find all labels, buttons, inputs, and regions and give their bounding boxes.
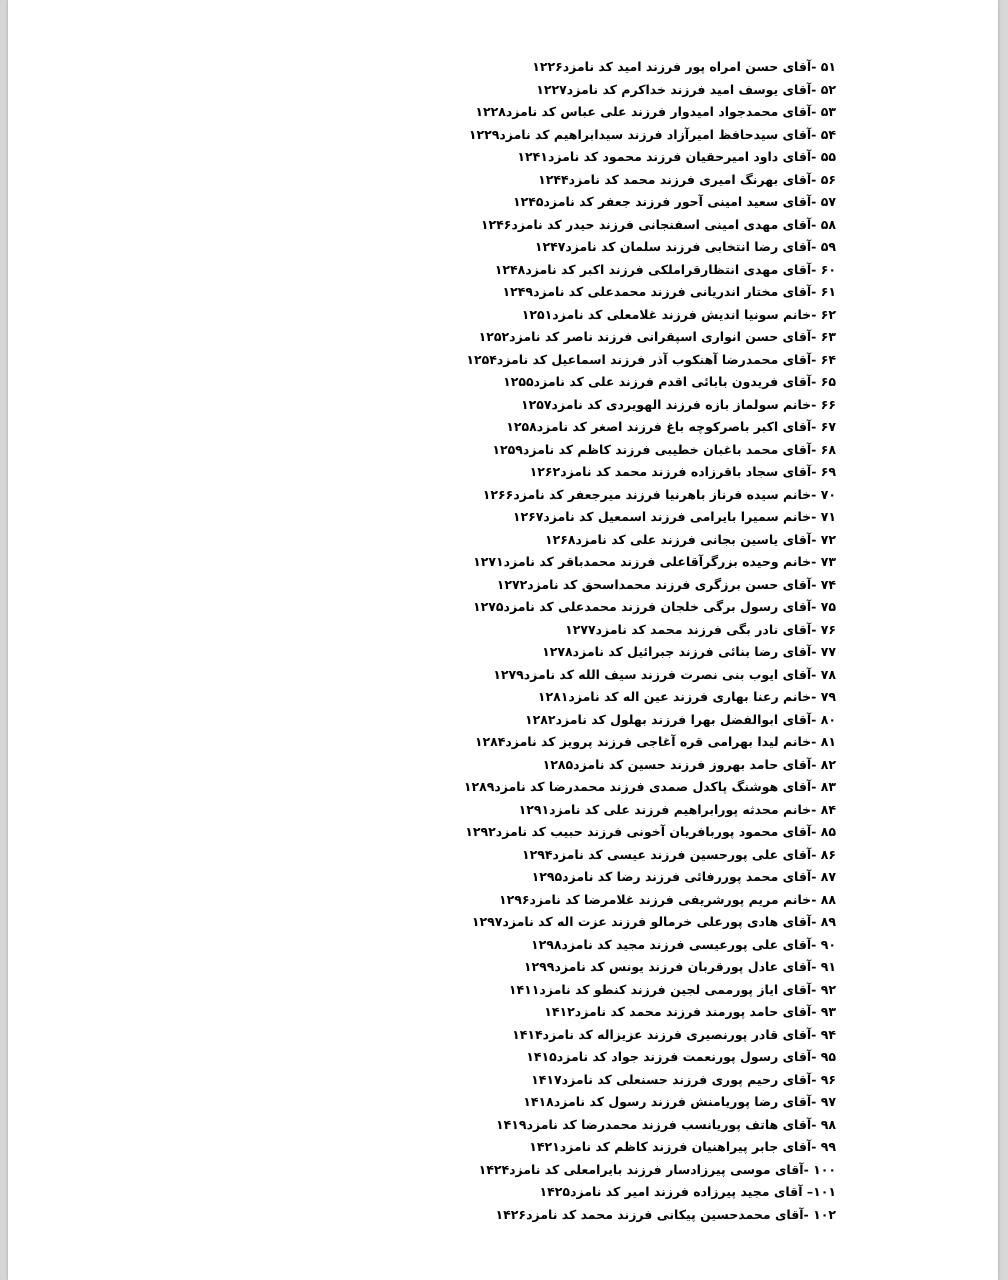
list-item-text: ۹۶ -آقای رحیم پوری فرزند حسنعلی کد نامزد۱۴۱۷ [531, 1071, 836, 1087]
list-item [464, 596, 836, 619]
list-item [464, 664, 836, 687]
list-item [464, 866, 836, 889]
list-item [464, 259, 836, 282]
list-item-text: ۹۳ -آقای حامد پورمند فرزند محمد کد نامزد۱۴۱۲ [544, 1004, 836, 1019]
list-item-text: ۷۷ -آقای رضا بنائی فرزند جبرائیل کد نامزد۱۲۷۸ [542, 644, 836, 659]
list-item-text: ۸۴ -خانم محدثه پورابراهیم فرزند علی کد نامزد۱۲۹۱ [518, 801, 836, 817]
list-item [464, 124, 836, 147]
list-item-text: ۷۴ -آقای حسن برزگری فرزند محمداسحق کد نامزد۱۲۷۲ [496, 576, 836, 592]
list-item [464, 1159, 836, 1182]
candidate-list [464, 56, 836, 1226]
list-item-text: ۵۳ -آقای محمدجواد امیدوار فرزند علی عباس کد نامزد۱۲۲۸ [475, 104, 836, 119]
list-item-text: ۵۲ -آقای یوسف امید فرزند خداکرم کد نامزد۱۲۲۷ [536, 81, 836, 97]
list-item [464, 1181, 836, 1204]
document-page [8, 0, 998, 1280]
list-item [464, 416, 836, 439]
list-item [464, 956, 836, 979]
list-item-text: ۹۲ -آقای ایاز پورممی لجین فرزند کنطو کد نامزد۱۴۱۱ [508, 981, 836, 997]
list-item [464, 349, 836, 372]
list-item [464, 574, 836, 597]
list-item-text: ۶۴ -آقای محمدرضا آهنکوب آذر فرزند اسماعیل کد نامزد۱۲۵۴ [466, 351, 836, 367]
list-item [464, 484, 836, 507]
list-item-text: ۵۱ -آقای حسن امراه پور فرزند امید کد نامزد۱۲۲۶ [532, 59, 836, 74]
list-item-text: ۸۰ -آقای ابوالفضل بهرا فرزند بهلول کد نامزد۱۲۸۲ [525, 711, 836, 727]
list-item-text: ۷۹ -خانم رعنا بهاری فرزند عین اله کد نامزد۱۲۸۱ [537, 689, 836, 704]
list-item-text: ۷۵ -آقای رسول برگی خلجان فرزند محمدعلی کد نامزد۱۲۷۵ [473, 599, 836, 614]
list-item [464, 551, 836, 574]
list-item [464, 619, 836, 642]
list-item [464, 236, 836, 259]
list-item-text: ۶۳ -آقای حسن انواری اسپقرانی فرزند ناصر کد نامزد۱۲۵۲ [478, 329, 836, 344]
list-item [464, 56, 836, 79]
list-item-text: ۸۷ -آقای محمد پوررفائی فرزند رضا کد نامزد۱۲۹۵ [531, 869, 836, 884]
list-item-text: ۶۰ -آقای مهدی انتظارقراملکی فرزند اکبر کد نامزد۱۲۴۸ [494, 261, 836, 277]
list-item [464, 1001, 836, 1024]
list-item [464, 1114, 836, 1137]
list-item-text: ۷۶ -آقای نادر بگی فرزند محمد کد نامزد۱۲۷۷ [565, 621, 836, 637]
list-item-text: ۶۶ -خانم سولماز بازه فرزند الهویردی کد نامزد۱۲۵۷ [521, 396, 836, 412]
list-item [464, 394, 836, 417]
list-item-text: ۹۷ -آقای رضا پوریامنش فرزند رسول کد نامزد۱۴۱۸ [523, 1094, 836, 1109]
list-item [464, 1091, 836, 1114]
list-item [464, 326, 836, 349]
list-item-text: ۷۰ -خانم سیده فرناز باهرنیا فرزند میرجعفر کد نامزد۱۲۶۶ [482, 486, 836, 502]
list-item [464, 439, 836, 462]
list-item [464, 979, 836, 1002]
list-item [464, 799, 836, 822]
list-item-text: ۸۹ -آقای هادی پورعلی خرمالو فرزند عزت اله کد نامزد۱۲۹۷ [471, 914, 836, 929]
list-item-text: ۸۶ -آقای علی پورحسین فرزند عیسی کد نامزد۱۲۹۴ [521, 846, 836, 862]
list-item-text: ۷۸ -آقای ایوب بنی نصرت فرزند سیف الله کد نامزد۱۲۷۹ [493, 666, 836, 682]
list-item [464, 304, 836, 327]
list-item [464, 191, 836, 214]
list-item [464, 506, 836, 529]
list-item-text: ۱۰۰ -آقای موسی پیرزادسار فرزند بایرامعلی کد نامزد۱۴۲۴ [478, 1161, 836, 1177]
list-item [464, 1046, 836, 1069]
list-item-text: ۹۸ -آقای هاتف پوریانسب فرزند محمدرضا کد نامزد۱۴۱۹ [496, 1116, 836, 1132]
list-item [464, 911, 836, 934]
list-item [464, 529, 836, 552]
list-item [464, 776, 836, 799]
list-item [464, 214, 836, 237]
list-item [464, 1024, 836, 1047]
list-item-text: ۷۳ -خانم وحیده بزرگرآقاعلی فرزند محمدباقر کد نامزد۱۲۷۱ [473, 554, 836, 569]
list-item [464, 1136, 836, 1159]
list-item-text: ۵۴ -آقای سیدحافظ امیرآزاد فرزند سیدابراهیم کد نامزد۱۲۲۹ [468, 126, 836, 142]
list-item-text: ۹۵ -آقای رسول پورنعمت فرزند جواد کد نامزد۱۴۱۵ [526, 1049, 836, 1064]
list-item-text: ۱۰۲ -آقای محمدحسین پیکانی فرزند محمد کد نامزد۱۴۲۶ [495, 1206, 836, 1222]
list-item-text: ۸۱ -خانم لیدا بهرامی قره آغاجی فرزند پرویز کد نامزد۱۲۸۴ [474, 734, 836, 749]
list-item-text: ۶۷ -آقای اکبر باصرکوچه باغ فرزند اصغر کد نامزد۱۲۵۸ [506, 419, 836, 434]
list-item [464, 281, 836, 304]
list-item-text: ۵۷ -آقای سعید امینی آحور فرزند جعفر کد نامزد۱۲۴۵ [512, 194, 836, 209]
list-item [464, 101, 836, 124]
list-item-text: ۹۰ -آقای علی پورعیسی فرزند مجید کد نامزد۱۲۹۸ [530, 936, 836, 952]
list-item-text: ۹۹ -آقای جابر پیراهنیان فرزند کاظم کد نامزد۱۴۲۱ [529, 1139, 836, 1154]
list-item-text: ۵۶ -آقای بهرنگ امیری فرزند محمد کد نامزد۱۲۴۴ [538, 171, 836, 187]
list-item [464, 79, 836, 102]
list-item [464, 889, 836, 912]
list-item-text: ۶۱ -آقای مختار اندریانی فرزند محمدعلی کد نامزد۱۲۴۹ [502, 284, 836, 299]
list-item-text: ۸۳ -آقای هوشنگ پاکدل صمدی فرزند محمدرضا کد نامزد۱۲۸۹ [463, 779, 836, 794]
list-item-text: ۷۱ -خانم سمیرا بایرامی فرزند اسمعیل کد نامزد۱۲۶۷ [512, 509, 836, 524]
list-item [464, 731, 836, 754]
list-item [464, 371, 836, 394]
list-item-text: ۵۹ -آقای رضا انتخابی فرزند سلمان کد نامزد۱۲۴۷ [534, 239, 836, 254]
list-item-text: ۶۸ -آقای محمد باغبان خطیبی فرزند کاظم کد نامزد۱۲۵۹ [492, 441, 836, 457]
list-item-text: ۶۲ -خانم سونیا اندیش فرزند غلامعلی کد نامزد۱۲۵۱ [521, 306, 836, 322]
list-item-text: ۷۲ -آقای یاسین بجانی فرزند علی کد نامزد۱۲۶۸ [545, 531, 836, 547]
list-item [464, 641, 836, 664]
list-item [464, 686, 836, 709]
list-item-text: ۸۲ -آقای حامد بهروز فرزند حسین کد نامزد۱۲۸۵ [542, 756, 836, 772]
list-item [464, 169, 836, 192]
list-item [464, 934, 836, 957]
list-item [464, 844, 836, 867]
list-item [464, 821, 836, 844]
list-item-text: ۹۴ -آقای قادر پورنصیری فرزند عزیزاله کد نامزد۱۴۱۴ [512, 1026, 836, 1042]
list-item [464, 461, 836, 484]
list-item-text: ۵۸ -آقای مهدی امینی اسفنجانی فرزند حیدر کد نامزد۱۲۴۶ [480, 216, 836, 232]
list-item [464, 754, 836, 777]
list-item-text: ۵۵ -آقای داود امیرحقیان فرزند محمود کد نامزد۱۲۴۱ [517, 149, 836, 164]
list-item-text: ۹۱ -آقای عادل پورقربان فرزند یونس کد نامزد۱۲۹۹ [523, 959, 836, 974]
list-item [464, 709, 836, 732]
list-item-text: ۱۰۱– آقای مجید پیرزاده فرزند امیر کد نامزد۱۴۲۵ [539, 1184, 836, 1199]
list-item [464, 1069, 836, 1092]
list-item-text: ۸۸ -خانم مریم پورشریفی فرزند غلامرضا کد نامزد۱۲۹۶ [499, 891, 836, 907]
list-item-text: ۸۵ -آقای محمود پوربافریان آخونی فرزند حبیب کد نامزد۱۲۹۲ [465, 824, 836, 839]
list-item-text: ۶۵ -آقای فریدون بابائی اقدم فرزند علی کد نامزد۱۲۵۵ [503, 374, 836, 389]
list-item [464, 146, 836, 169]
list-item [464, 1204, 836, 1227]
list-item-text: ۶۹ -آقای سجاد باقرزاده فرزند محمد کد نامزد۱۲۶۲ [529, 464, 836, 479]
